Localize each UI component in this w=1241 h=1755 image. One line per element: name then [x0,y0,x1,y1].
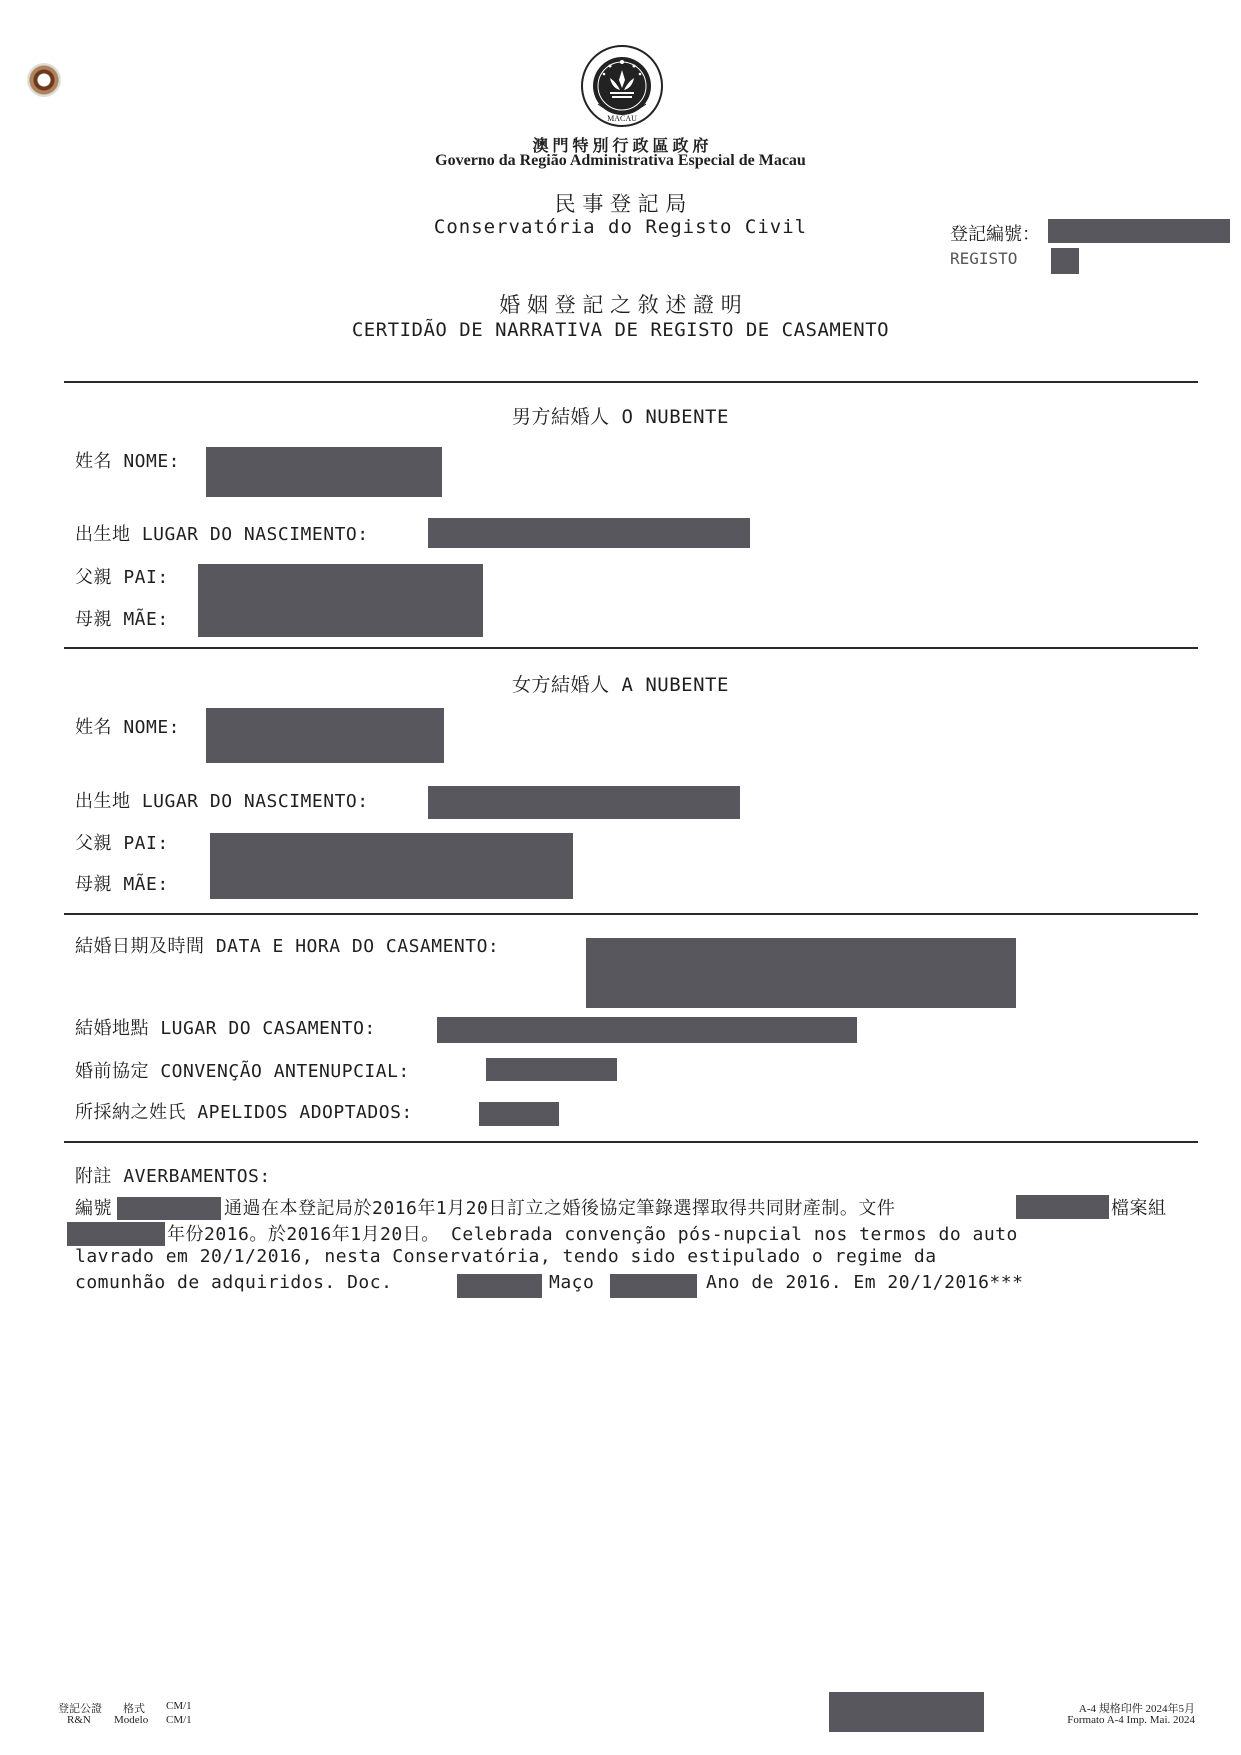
annotation-doc-number-redacted [457,1274,542,1298]
annotation-line-2: 年份2016。於2016年1月20日。 Celebrada convenção pós-nupcial nos termos do auto [167,1224,1018,1245]
groom-birthplace-redacted [428,518,750,548]
marriage-date-label: 結婚日期及時間 DATA E HORA DO CASAMENTO: [75,936,500,957]
groom-name-label: 姓名 NOME: [75,451,181,472]
marriage-date-redacted [586,938,1016,1008]
groom-heading: 男方結婚人 O NUBENTE [512,406,729,428]
groom-name-redacted [206,447,442,497]
footer-left-cn-1: 登記公證 [58,1703,102,1715]
groom-mother-label: 母親 MÃE: [75,609,169,630]
emblem-caption: MACAU [607,114,637,123]
footer-right-2: Formato A-4 Imp. Mai. 2024 [1067,1714,1195,1726]
government-name-pt: Governo da Região Administrativa Especial de Macau [435,152,806,169]
footer-left-en-2: Modelo [114,1714,149,1726]
footer-right-1: A-4 規格印件 2024年5月 [1078,1703,1195,1715]
annotation-maco-redacted [610,1274,697,1298]
antenuptial-convention-label: 婚前協定 CONVENÇÃO ANTENUPCIAL: [75,1061,410,1082]
bride-birthplace-label: 出生地 LUGAR DO NASCIMENTO: [75,791,369,812]
bride-name-label: 姓名 NOME: [75,717,181,738]
antenuptial-convention-redacted [486,1058,617,1081]
bride-parents-redacted [210,833,573,899]
department-name-pt: Conservatória do Registo Civil [433,216,808,238]
footer-left-code-1: CM/1 [166,1700,192,1712]
divider-2 [64,647,1198,649]
footer-left-cn-2: 格式 [123,1703,145,1715]
registration-label-cn: 登記編號： [950,224,1040,245]
annotations-label: 附註 AVERBAMENTOS: [75,1166,271,1187]
annotation-line-4b: Maço [549,1272,595,1293]
government-name-cn: 澳 門 特 別 行 政 區 政 府 [532,138,709,155]
annotation-line-4c: Ano de 2016. Em 20/1/2016*** [706,1272,1024,1293]
macau-emblem [580,44,664,128]
annotation-line-1a: 編號 [75,1198,112,1219]
marriage-place-label: 結婚地點 LUGAR DO CASAMENTO: [75,1018,376,1039]
divider-3 [64,913,1198,915]
footer-left-en-1: R&N [67,1714,91,1726]
divider-4 [64,1141,1198,1143]
bride-heading: 女方結婚人 A NUBENTE [512,674,729,696]
department-name-cn: 民 事 登 記 局 [554,192,687,216]
registration-number-redacted [1048,219,1230,243]
adopted-surnames-redacted [479,1102,559,1126]
annotation-file-group-redacted [67,1222,165,1246]
groom-parents-redacted [198,564,483,637]
bride-name-redacted [206,708,444,763]
adopted-surnames-label: 所採納之姓氏 APELIDOS ADOPTADOS: [75,1102,413,1123]
annotation-number-redacted [117,1197,221,1220]
footer-stamp-redacted [829,1692,984,1732]
bride-father-label: 父親 PAI: [75,833,169,854]
certificate-title-cn: 婚 姻 登 記 之 敘 述 證 明 [499,293,742,317]
groom-birthplace-label: 出生地 LUGAR DO NASCIMENTO: [75,524,369,545]
annotation-doc-redacted [1016,1195,1109,1219]
annotation-line-1c: 檔案組 [1111,1198,1167,1219]
annotation-line-4a: comunhão de adquiridos. Doc. [75,1272,393,1293]
divider-1 [64,381,1198,383]
annotation-line-3: lavrado em 20/1/2016, nesta Conservatória, tendo sido estipulado o regime da [75,1246,937,1267]
marriage-place-redacted [437,1017,857,1043]
registration-label-pt: REGISTO [950,249,1018,268]
footer-left-code-2: CM/1 [166,1714,192,1726]
certificate-title-pt: CERTIDÃO DE NARRATIVA DE REGISTO DE CASAMENTO [351,319,890,341]
bride-birthplace-redacted [428,786,740,819]
punch-hole [27,63,61,97]
annotation-line-1b: 通過在本登記局於2016年1月20日訂立之婚後協定筆錄選擇取得共同財產制。文件 [224,1198,896,1219]
groom-father-label: 父親 PAI: [75,567,169,588]
registration-code-redacted [1051,248,1079,274]
bride-mother-label: 母親 MÃE: [75,874,169,895]
